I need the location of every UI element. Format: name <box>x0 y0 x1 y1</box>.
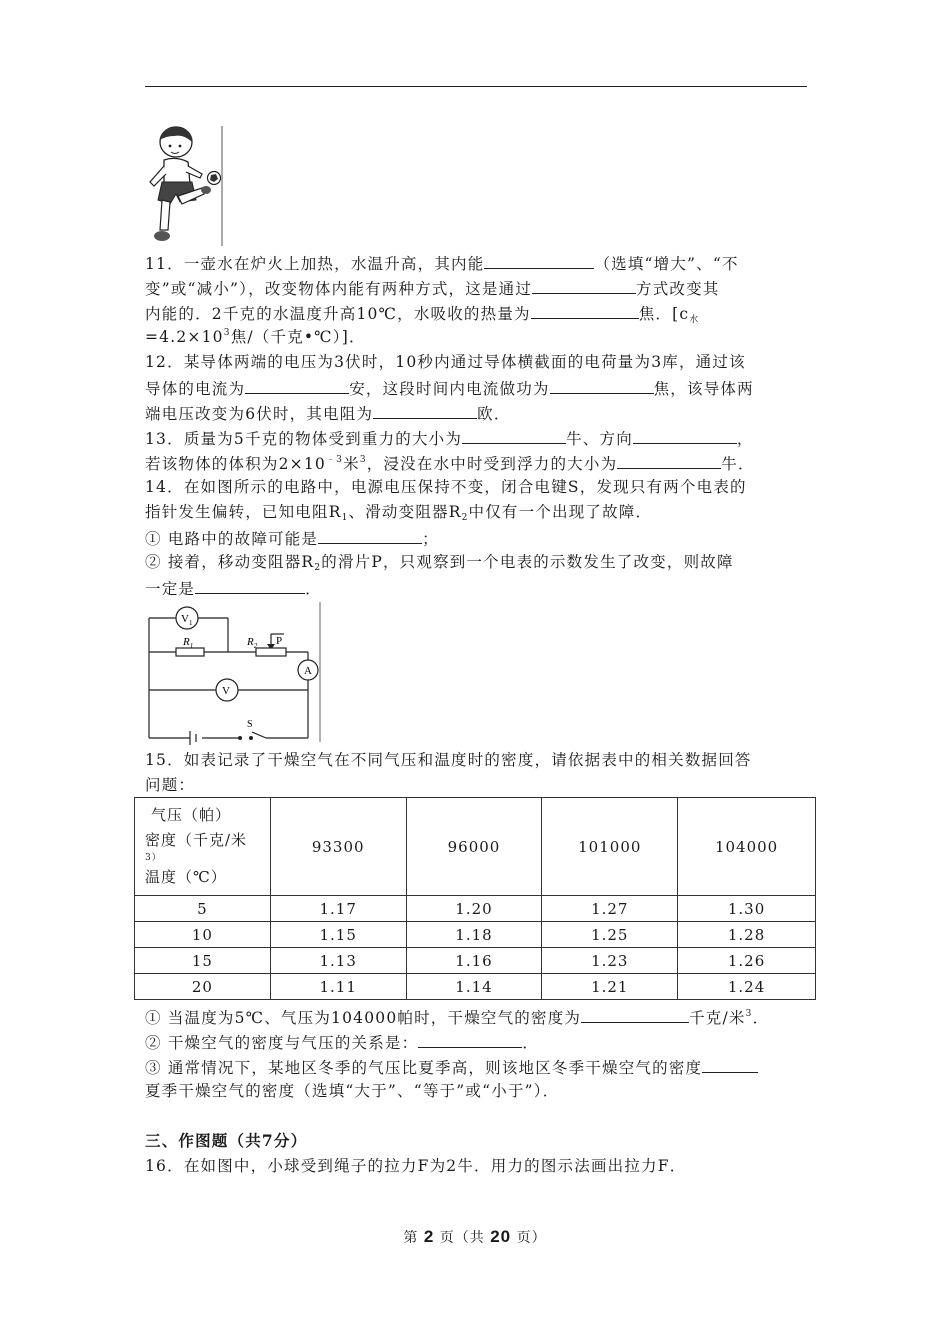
density-cell: 1.13 <box>270 948 406 974</box>
r1-label: $R_1$ <box>183 636 194 650</box>
q11-blank-2[interactable] <box>532 277 636 294</box>
table-row <box>135 922 816 948</box>
density-cell: 1.21 <box>542 974 678 1000</box>
temperature-cell: 20 <box>135 974 271 1000</box>
q13-blank-3[interactable] <box>617 452 721 469</box>
q12-line-2: 导体的电流为 安，这段时间内电流做功为 焦，该导体两 <box>145 377 754 399</box>
section-title: 三、作图题（共7分） <box>145 1131 308 1150</box>
density-cell: 1.23 <box>542 948 678 974</box>
q11-blank-1[interactable] <box>484 252 594 269</box>
density-cell: 1.27 <box>542 896 678 922</box>
pressure-cell: 101000 <box>542 798 678 896</box>
q15-line-1: 15．如表记录了干燥空气在不同气压和温度时的密度，请依据表中的相关数据回答 <box>145 751 752 769</box>
q13-blank-2[interactable] <box>633 427 737 444</box>
q14-line-5: 一定是 ． <box>145 577 322 599</box>
page-footer: 第 2 页（共 20 页） <box>403 1227 547 1246</box>
q12-blank-3[interactable] <box>373 402 477 419</box>
pressure-cell: 96000 <box>406 798 542 896</box>
boy-kicking-ball-image <box>140 122 230 250</box>
density-table <box>134 797 816 1000</box>
page-number: 2 <box>423 1227 435 1246</box>
table-corner-cell: 气压（帕） 密度（千克/米 $^{3)}$ 温度（℃） <box>135 798 271 896</box>
q13-line-1: 13．质量为5千克的物体受到重力的大小为 牛、方向 ， <box>145 427 754 449</box>
ammeter-label: A <box>304 665 312 677</box>
table-row <box>135 974 816 1000</box>
q15-blank-1[interactable] <box>581 1006 689 1023</box>
density-cell: 1.18 <box>406 922 542 948</box>
circuit-diagram <box>140 600 325 745</box>
pressure-cell: 104000 <box>678 798 816 896</box>
density-cell: 1.28 <box>678 922 816 948</box>
density-cell: 1.30 <box>678 896 816 922</box>
density-cell: 1.17 <box>270 896 406 922</box>
density-cell: 1.20 <box>406 896 542 922</box>
q12-blank-1[interactable] <box>245 377 349 394</box>
q16-line: 16．在如图中，小球受到绳子的拉力F为2牛．用力的图示法画出拉力F． <box>145 1157 687 1175</box>
q14-blank-2[interactable] <box>195 577 305 594</box>
density-cell: 1.11 <box>270 974 406 1000</box>
q15-answer-3: ③ 通常情况下，某地区冬季的气压比夏季高，则该地区冬季干燥空气的密度 <box>145 1056 758 1078</box>
q12-blank-2[interactable] <box>550 377 654 394</box>
q12-line-3: 端电压改变为6伏时，其电阻为 欧． <box>145 402 511 424</box>
table-row <box>135 896 816 922</box>
density-cell: 1.15 <box>270 922 406 948</box>
q15-answer-2: ② 干燥空气的密度与气压的关系是： ． <box>145 1031 539 1053</box>
r2-label: $R_2$ <box>247 636 258 650</box>
density-cell: 1.25 <box>542 922 678 948</box>
temperature-cell: 15 <box>135 948 271 974</box>
header-rule <box>145 86 807 87</box>
temperature-cell: 10 <box>135 922 271 948</box>
q13-blank-1[interactable] <box>462 427 566 444</box>
switch-s-label: S <box>247 719 253 730</box>
v1-meter-label: $V_1$ <box>181 613 193 627</box>
slider-p-label: P <box>276 635 283 647</box>
table-row <box>135 948 816 974</box>
q13-line-2: 若该物体的体积为$2\times 10^{﹣3}$米$^3$，浸没在水中时受到浮力的大小为 牛． <box>145 452 755 474</box>
q11-line-4: $=4.2\times 10^3$焦/（千克•℃）]． <box>145 328 366 346</box>
density-cell: 1.16 <box>406 948 542 974</box>
q11-line-2: 变”或“减小”），改变物体内能有两种方式，这是通过 方式改变其 <box>145 277 720 299</box>
q12-line-1: 12．某导体两端的电压为3伏时，10秒内通过导体横截面的电荷量为3库，通过该 <box>145 353 746 371</box>
pressure-cell: 93300 <box>270 798 406 896</box>
density-cell: 1.14 <box>406 974 542 1000</box>
q14-line-1: 14．在如图所示的电路中，电源电压保持不变，闭合电键S，发现只有两个电表的 <box>145 478 747 496</box>
total-pages: 20 <box>490 1227 512 1246</box>
density-cell: 1.24 <box>678 974 816 1000</box>
q15-blank-2[interactable] <box>418 1031 522 1048</box>
q14-line-4: ② 接着，移动变阻器$R_2$的滑片P，只观察到一个电表的示数发生了改变，则故障 <box>145 553 734 573</box>
q11-blank-3[interactable] <box>531 302 639 319</box>
voltmeter-label: V <box>222 685 230 697</box>
q14-line-2: 指针发生偏转，已知电阻$R_1$、滑动变阻器$R_2$中仅有一个出现了故障． <box>145 503 653 523</box>
q11-line-1: 11．一壶水在炉火上加热，水温升高，其内能 （选填“增大”、“不 <box>145 252 739 274</box>
q11-line-3: 内能的．2千克的水温度升高10℃，水吸收的热量为 焦．[$c_水$ <box>145 302 699 324</box>
q15-answer-1: ① 当温度为5℃、气压为104000帕时，干燥空气的密度为 千克/米$^3$． <box>145 1006 769 1028</box>
table-header-row <box>135 798 816 896</box>
q14-blank-1[interactable] <box>318 527 422 544</box>
q15-blank-3[interactable] <box>702 1056 758 1073</box>
density-cell: 1.26 <box>678 948 816 974</box>
temperature-cell: 5 <box>135 896 271 922</box>
q15-line-2: 问题： <box>145 776 196 794</box>
q15-answer-3-cont: 夏季干燥空气的密度（选填“大于”、“等于”或“小于”）． <box>145 1082 560 1100</box>
q14-line-3: ① 电路中的故障可能是 ； <box>145 527 439 549</box>
